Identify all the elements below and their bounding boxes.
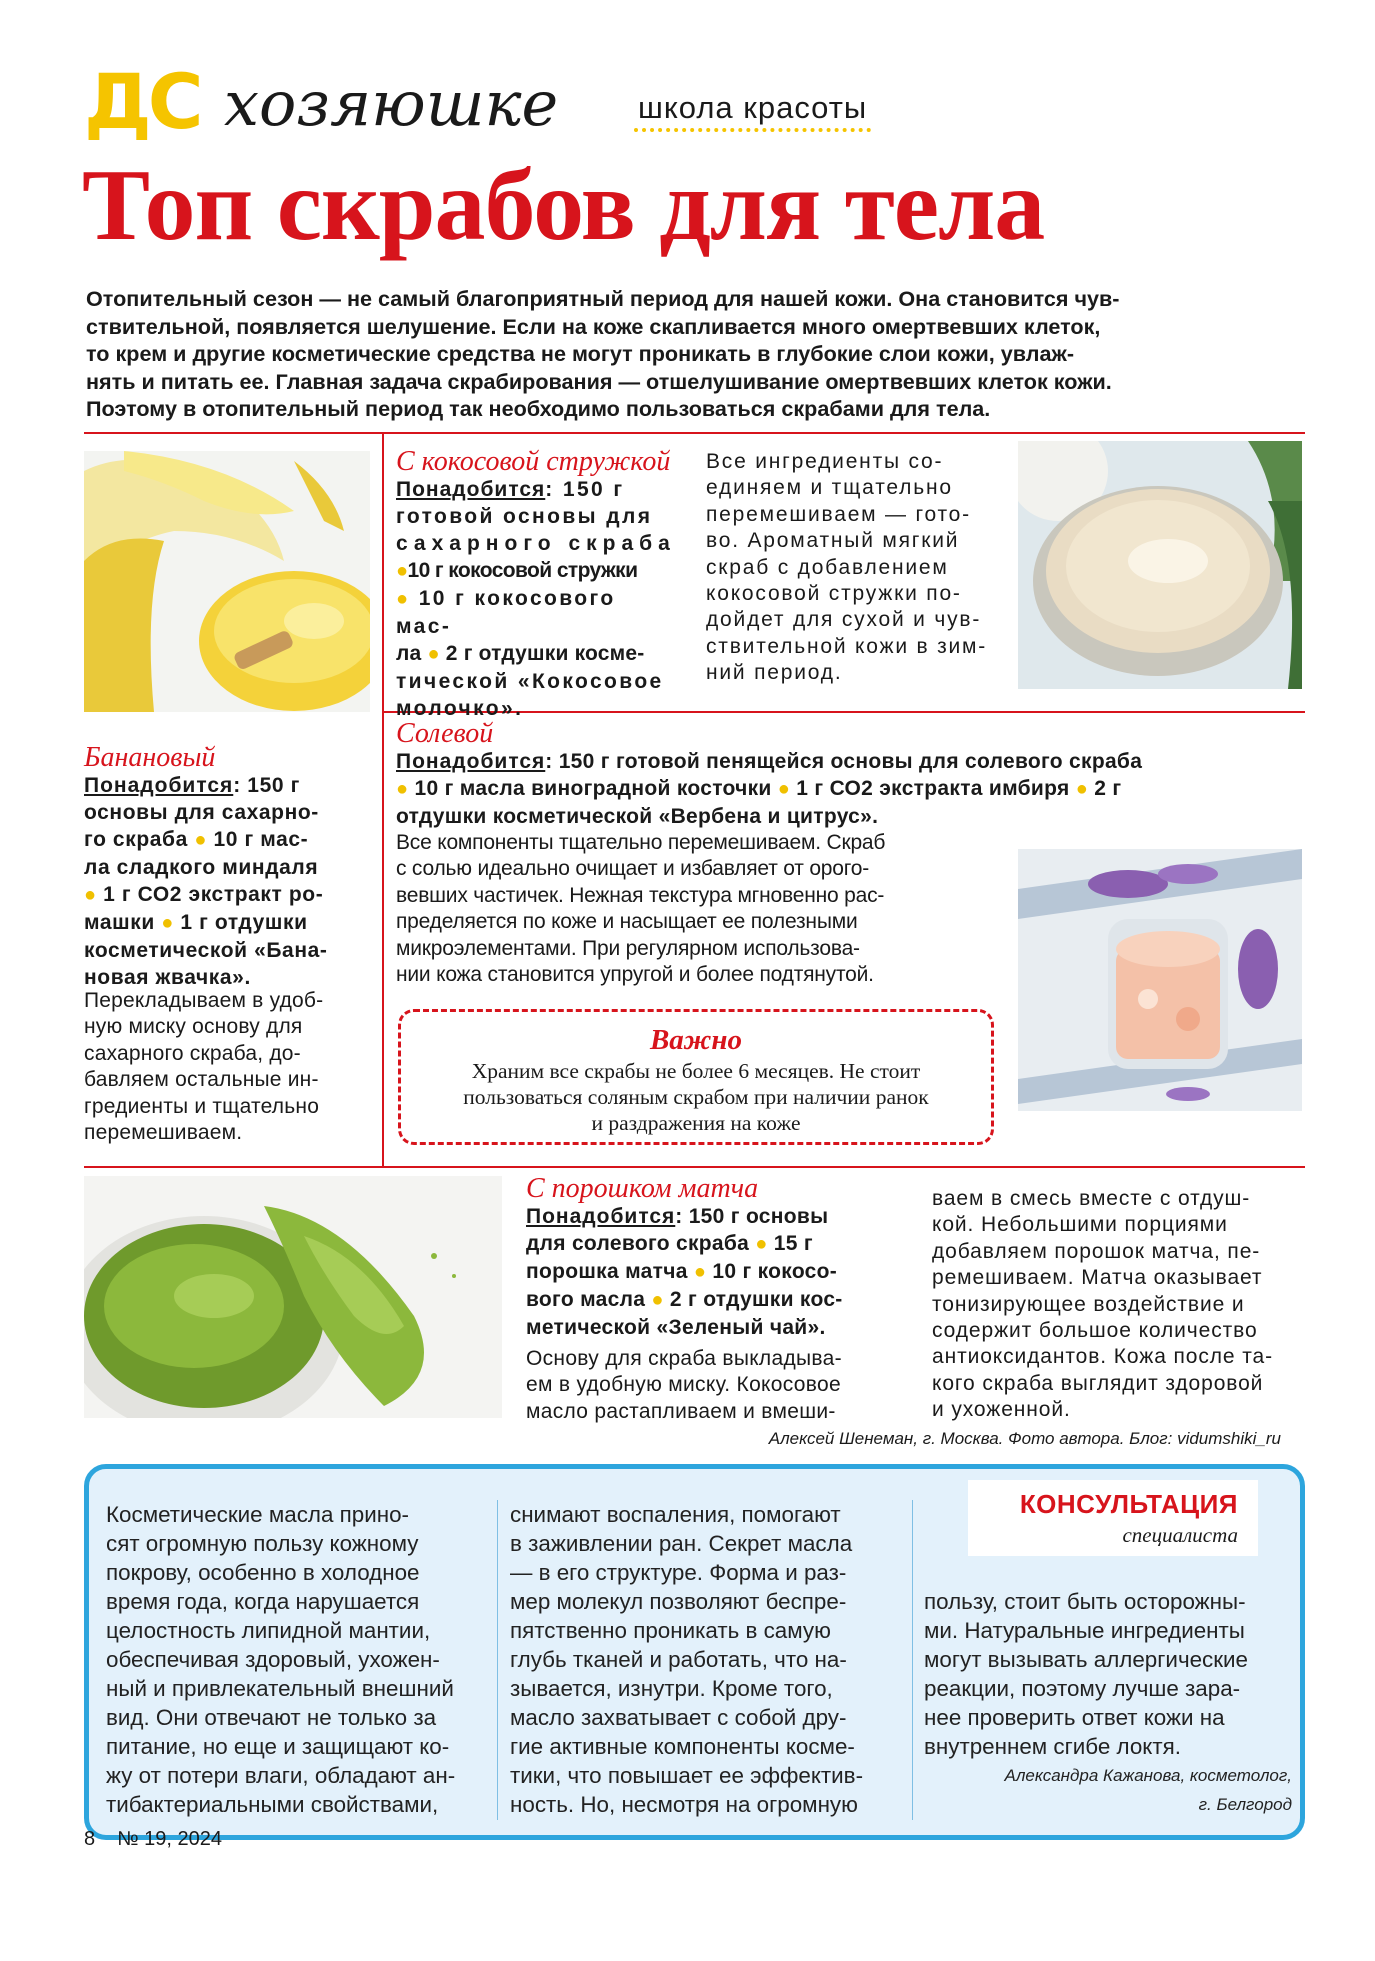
lead-line: нять и питать ее. Главная задача скрабирования — отшелушивание омертвевших клеток кожи. [86,368,1112,394]
lead-line: Поэтому в отопительный период так необходимо пользоваться скрабами для тела. [86,396,991,422]
bullet-dot: ● [1075,778,1089,800]
important-title: Важно [649,1024,743,1056]
bullet-dot: ● [693,1261,707,1283]
author-credit: Алексей Шенеман, г. Москва. Фото автора. Блог: vidumshiki_ru [768,1429,1281,1448]
bullet-dot: ● [396,778,409,800]
page-footer [84,1826,222,1852]
bullet-dot: ● [777,778,791,800]
section-name: хозяюшке [224,67,559,140]
consultant-name: Александра Кажанова, косметолог, [1004,1766,1292,1785]
bullet-dot: ● [84,884,97,906]
lead-line: то крем и другие косметические средства не могут проникать в глубокие слои кожи, увлаж- [86,341,1075,367]
needs-label: Понадобится [84,774,234,797]
salt-title: Солевой [396,718,494,749]
banana-ingredients: Понадобится: 150 г основы для сахарно- го скраба ● 10 г мас- ла сладкого миндаля ● 1 г СО2 экстракт ро- машки ● 1 г отдушки косметической «Бана- новая жвачка». [84,774,328,989]
bullet-dot: ● [194,829,208,851]
divider-vertical [382,432,384,1166]
important-note: Важно Храним все скрабы не более 6 месяцев. Не стоит пользоваться соляным скрабом при наличии ранок и раздражения на коже [398,1009,994,1145]
logo-ds: ДС [84,57,200,146]
banana-photo [84,451,370,712]
rubric-label: школа красоты [634,88,871,132]
matcha-title: С порошком матча [526,1173,759,1204]
bullet-dot: ● [427,643,440,665]
page-title: Топ скрабов для тела [82,149,1045,262]
salt-text: Все компоненты тщательно перемешиваем. Скраб с солью идеально очищает и избавляет от орого- вевших частичек. Нежная текстура мгновенно рас- пределяется по коже и насыщает ее полезными микроэлементами. При регулярном использова- нии кожа становится упругой и более подтянутой. [396,831,886,987]
bullet-dot: ● [755,1233,768,1255]
matcha-scrub-photo [84,1176,502,1418]
coconut-text: Все ингредиенты со- единяем и тщательно перемешиваем — гото- во. Ароматный мягкий скраб с добавлением кокосовой стружки по- дойдет для сухой и чув- ствительной кожи в зим- ний период. [706,450,988,685]
salt-ingredients: Понадобится: 150 г готовой пенящейся основы для солевого скраба ● 10 г масла виноградной косточки ● 1 г СО2 экстракта имбиря ● 2 г отдушки косметической «Вербена и цитрус». [396,750,1143,828]
matcha-ingredients: Понадобится: 150 г основы для солевого скраба ● 15 г порошка матча ● 10 г кокосо- вого масла ● 2 г отдушки кос- метической «Зеленый чай». [526,1205,843,1339]
bullet-dot: ● [396,588,411,610]
consultant-city: г. Белгород [1198,1795,1292,1814]
needs-label: Понадобится [526,1205,676,1228]
banana-title: Банановый [84,742,216,773]
banana-text: Перекладываем в удоб- ную миску основу для сахарного скраба, до- бавляем остальные ин- гредиенты и тщательно перемешиваем. [84,989,324,1145]
consultation-divider [497,1500,498,1820]
consultation-col-2: снимают воспаления, помогают в заживлении ран. Секрет масла — в его структуре. Форма и раз- мер молекул позволяют беспре- пятственно проникать в самую глубь тканей и работать, что на- зывается, изнутри. Кроме того, масло захватывает с собой дру- гие активные компоненты косме- тики, что повышает ее эффектив- ность. Но, несмотря на огромную [510,1502,864,1817]
issue-number: № 19, 2024 [117,1828,222,1850]
coconut-title: С кокосовой стружкой [396,446,671,477]
bullet-dot: ● [651,1289,664,1311]
consultation-divider [912,1500,913,1820]
bullet-dot: ● [396,560,408,582]
matcha-text-left: Основу для скраба выкладыва- ем в удобную миску. Кокосовое масло растапливаем и вмеши- [526,1347,842,1423]
needs-label: Понадобится [396,750,546,773]
salt-scrub-photo [1018,849,1302,1111]
consultation-col-1: Косметические масла прино- сят огромную пользу кожному покрову, особенно в холодное время года, когда нарушается целостность липидной мантии, обеспечивая здоровый, ухожен- ный и привлекательный внешний вид. Они отвечают не только за питание, но еще и защищают ко- жу от потери влаги, обладают ан- тибактериальными свойствами, [106,1502,456,1817]
consultation-label: КОНСУЛЬТАЦИЯ специалиста [968,1480,1258,1556]
lead-line: ствительной, появляется шелушение. Если на коже скапливается много омертвевших клеток, [86,313,1101,339]
coconut-scrub-photo [1018,441,1302,689]
page-number: 8 [84,1828,96,1850]
lead-line: Отопительный сезон — не самый благоприятный период для нашей кожи. Она становится чув- [86,286,1120,311]
needs-label: Понадобится [396,478,546,501]
bullet-dot: ● [161,912,174,934]
consultation-col-3: пользу, стоит быть осторожны- ми. Натуральные ингредиенты могут вызывать аллергические реакции, поэтому лучше зара- нее проверить ответ кожи на внутреннем сгибе локтя. Александра Кажанова, косметолог, г. Белгород [924,1587,1292,1819]
lead-paragraph [86,285,1312,423]
divider-top [84,432,1305,434]
coconut-ingredients: Понадобится: 150 г готовой основы для сахарного скраба ●10 г кокосовой стружки ● 10 г кокосового мас- ла ● 2 г отдушки космe- тической «Кокосовое молочко». [396,478,676,720]
divider-bottom [84,1166,1305,1168]
matcha-text-right: ваем в смесь вместе с отдуш- кой. Небольшими порциями добавляем порошок матча, пе- ремешиваем. Матча оказывает тонизирующее воздействие и содержит большое количество антиоксидантов. Кожа после та- кого скраба выглядит здоровой и ухоженной. [932,1187,1273,1422]
